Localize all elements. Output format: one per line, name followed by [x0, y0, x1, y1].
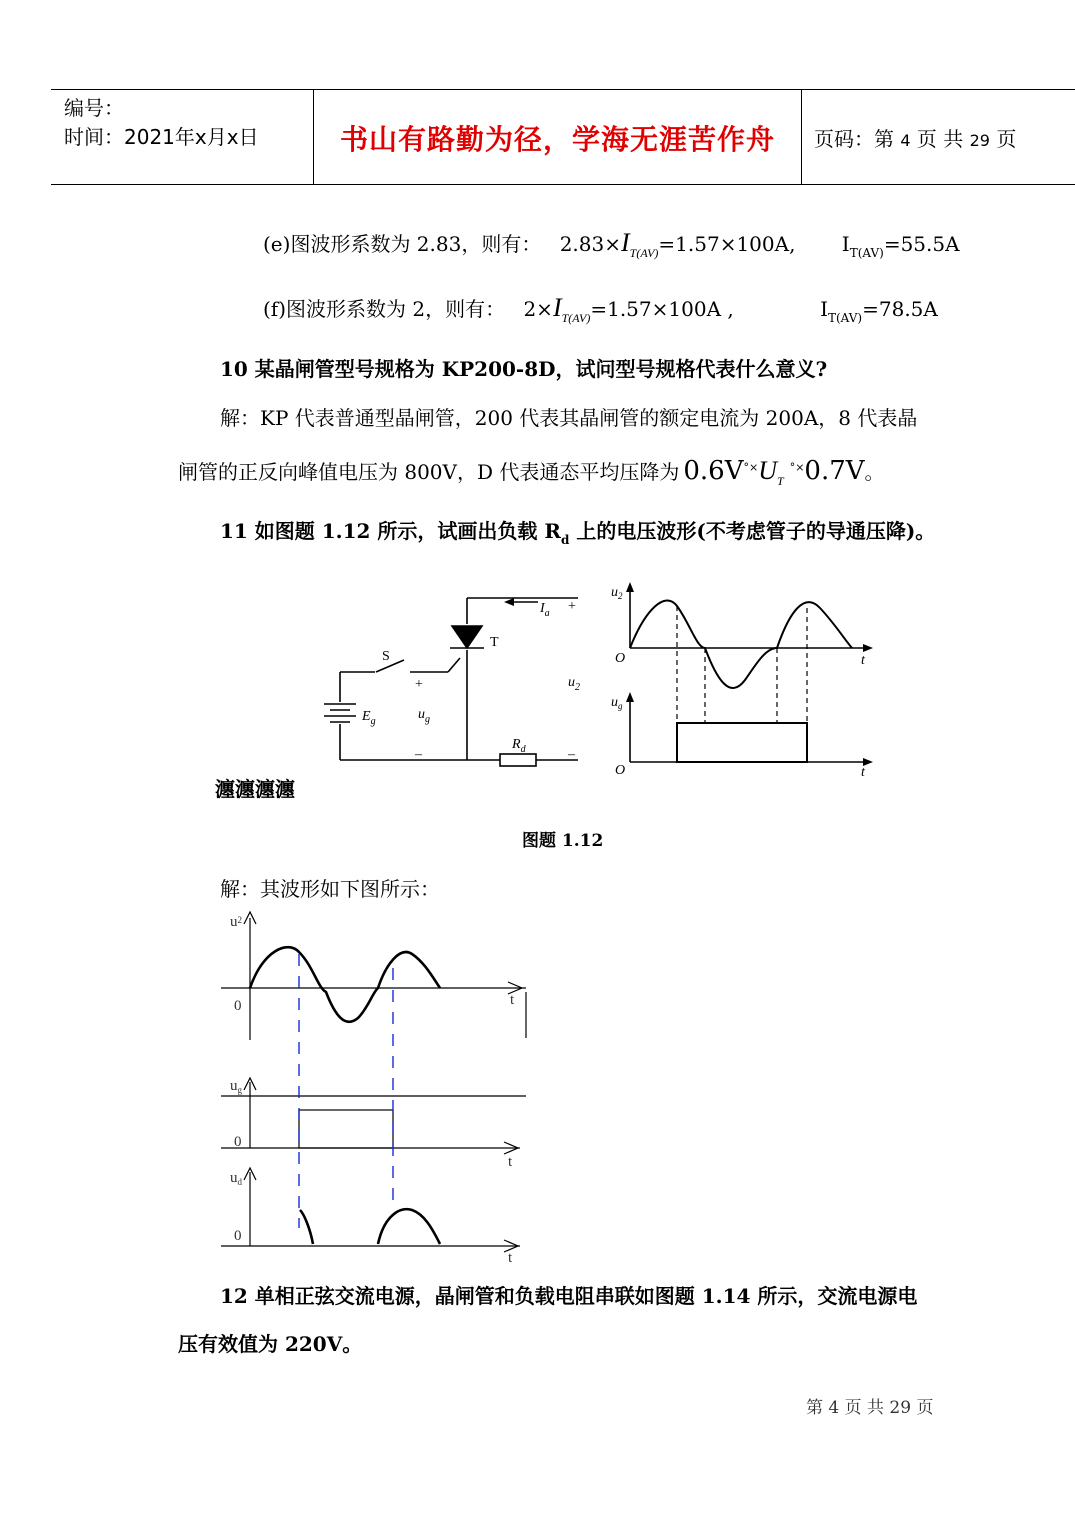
a-zero-2: 0	[234, 1134, 242, 1150]
a-t-label-3: t	[508, 1250, 513, 1266]
a-u2-label: $u^2$	[230, 914, 242, 930]
date-label: 时间：2021年x月x日	[64, 125, 259, 149]
thyristor-circuit-diagram	[300, 580, 600, 780]
q11-answer: 解：其波形如下图所示：	[220, 877, 440, 901]
page-footer: 第 4 页 共 29 页	[806, 1398, 934, 1418]
minus-right: –	[568, 747, 575, 762]
a-ud-label: $u_d$	[230, 1170, 242, 1187]
thyristor-label: T	[490, 635, 499, 650]
plus-gate: +	[415, 677, 423, 692]
switch-label: S	[382, 649, 390, 664]
page-header	[51, 89, 1075, 185]
q-t-label-2: t	[861, 765, 865, 780]
header-page-number: 页码：第 4 页 共 29 页	[814, 127, 1017, 151]
q12-line2: 压有效值为 220V。	[178, 1332, 363, 1356]
figure-caption: 图题 1.12	[522, 831, 604, 851]
q-ug-label: $u_g$	[611, 695, 623, 711]
q-u2-label: $u_2$	[611, 585, 623, 601]
a-ug-label: $u_g$	[230, 1078, 242, 1095]
q11-title: 11 如图题 1.12 所示，试画出负载 $R_d$ 上的电压波形(不考虑管子的导通压降)。	[220, 519, 936, 547]
q12-line1: 12 单相正弦交流电源，晶闸管和负载电阻串联如图题 1.14 所示，交流电源电	[220, 1284, 918, 1308]
q-t-label-1: t	[861, 653, 865, 668]
garbled-text: 瀍瀍瀍瀍	[215, 777, 295, 801]
a-t-label-1: t	[510, 992, 515, 1008]
motto: 书山有路勤为径，学海无涯苦作舟	[339, 123, 775, 156]
a-t-label-2: t	[508, 1154, 513, 1170]
eg-label: $E_g$	[362, 709, 376, 727]
q10-answer-line2: 闸管的正反向峰值电压为 800V，D 代表通态平均压降为 $0.6V^{^\circ\times}U_T^{^\circ\times}0.7V$。	[178, 456, 885, 488]
plus-top: +	[568, 599, 576, 614]
equation-f: (f)图波形系数为 2，则有： $2\times I_{T(AV)}=1.57\times 100A$ , $I_{T(AV)}=78.5A$	[263, 293, 938, 325]
q10-title: 10 某晶闸管型号规格为 KP200-8D，试问型号规格代表什么意义?	[220, 357, 828, 381]
q-origin-1: O	[615, 651, 626, 666]
question-waveform	[605, 580, 875, 780]
number-label: 编号：	[64, 96, 124, 120]
current-label: $I_a$	[540, 601, 550, 619]
rd-label: $R_d$	[512, 737, 526, 755]
q10-answer-line1: 解：KP 代表普通型晶闸管，200 代表其晶闸管的额定电流为 200A，8 代表晶	[220, 406, 918, 430]
header-meta-cell	[51, 90, 314, 184]
a-zero-1: 0	[234, 998, 242, 1014]
a-zero-3: 0	[234, 1228, 242, 1244]
header-motto-cell	[314, 90, 802, 184]
minus-gate: –	[415, 747, 422, 762]
ug-label: $u_g$	[418, 707, 430, 725]
header-page-cell	[802, 90, 1075, 184]
equation-e: (e)图波形系数为 2.83，则有： $2.83\times I_{T(AV)}=1.57\times 100A$, $I_{T(AV)}=55.5A$	[263, 228, 960, 260]
u2-label: $u_2$	[568, 675, 580, 693]
q-origin-2: O	[615, 763, 626, 778]
answer-waveform	[218, 910, 538, 1270]
